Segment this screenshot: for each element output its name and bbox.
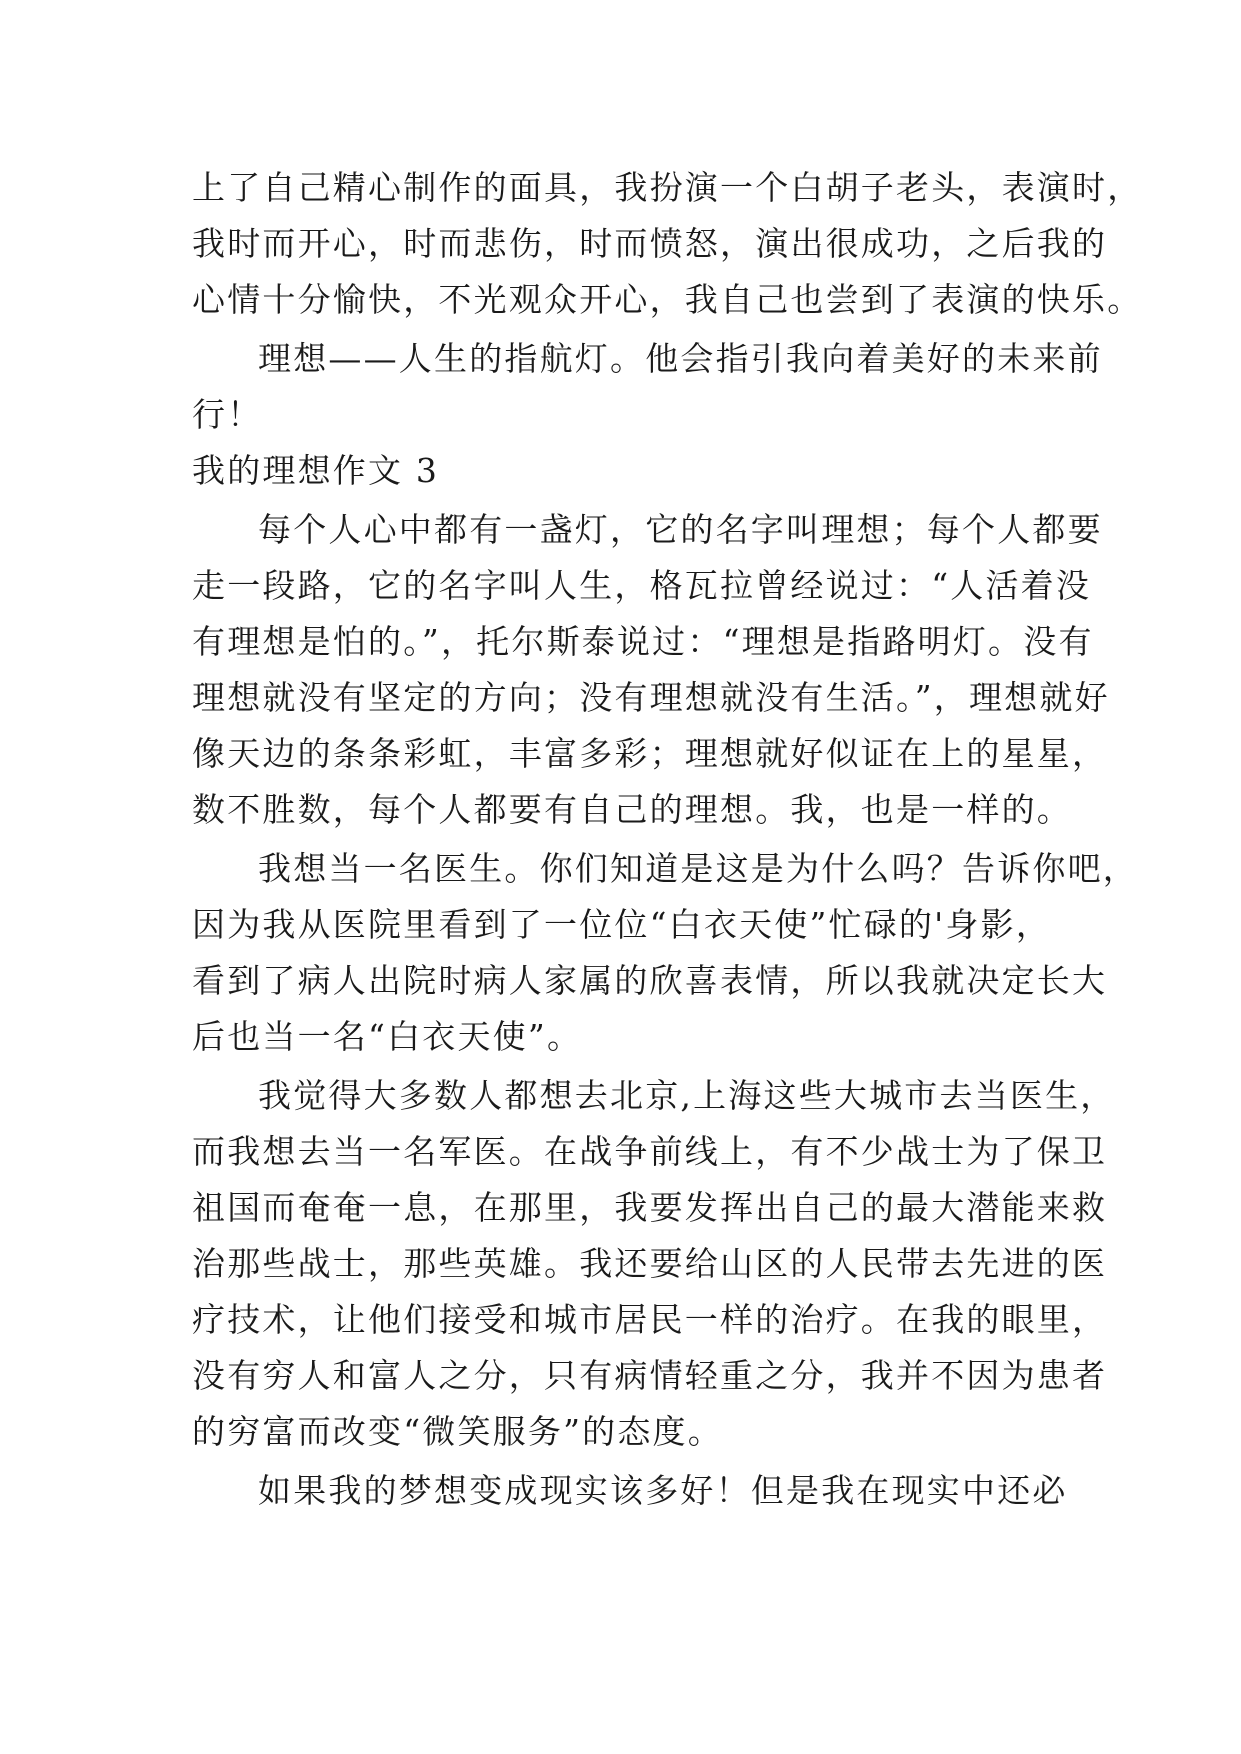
paragraph-start-line: 我想当一名医生。你们知道是这是为什么吗？告诉你吧， [258, 849, 1138, 888]
text-line: 行！ [192, 395, 263, 434]
text-line: 祖国而奄奄一息，在那里，我要发挥出自己的最大潜能来救 [192, 1188, 1108, 1227]
text-line: 的穷富而改变“微笑服务”的态度。 [192, 1412, 723, 1451]
text-line: 治那些战士，那些英雄。我还要给山区的人民带去先进的医 [192, 1244, 1108, 1283]
text-line: 有理想是怕的。”，托尔斯泰说过：“理想是指路明灯。没有 [192, 622, 1094, 661]
paragraph-start-line: 如果我的梦想变成现实该多好！但是我在现实中还必 [258, 1471, 1068, 1510]
paragraph-start-line: 理想——人生的指航灯。他会指引我向着美好的未来前 [258, 339, 1103, 378]
text-line: 后也当一名“白衣天使”。 [192, 1017, 583, 1056]
text-line: 上了自己精心制作的面具，我扮演一个白胡子老头，表演时， [192, 168, 1143, 207]
text-line: 走一段路，它的名字叫人生，格瓦拉曾经说过：“人活着没 [192, 566, 1092, 605]
text-line: 没有穷人和富人之分，只有病情轻重之分，我并不因为患者 [192, 1356, 1108, 1395]
text-line: 像天边的条条彩虹，丰富多彩；理想就好似证在上的星星， [192, 734, 1108, 773]
section-heading: 我的理想作文 3 [192, 451, 440, 490]
text-line: 我时而开心，时而悲伤，时而愤怒，演出很成功，之后我的 [192, 224, 1108, 263]
text-line: 看到了病人出院时病人家属的欣喜表情，所以我就决定长大 [192, 961, 1108, 1000]
text-line: 而我想去当一名军医。在战争前线上，有不少战士为了保卫 [192, 1132, 1108, 1171]
text-line: 理想就没有坚定的方向；没有理想就没有生活。”，理想就好 [192, 678, 1110, 717]
paragraph-start-line: 每个人心中都有一盏灯，它的名字叫理想；每个人都要 [258, 510, 1103, 549]
text-line: 因为我从医院里看到了一位位“白衣天使”忙碌的'身影， [192, 905, 1052, 944]
text-line: 疗技术，让他们接受和城市居民一样的治疗。在我的眼里， [192, 1300, 1108, 1339]
text-line: 数不胜数，每个人都要有自己的理想。我，也是一样的。 [192, 790, 1072, 829]
paragraph-start-line: 我觉得大多数人都想去北京,上海这些大城市去当医生， [258, 1076, 1116, 1115]
text-line: 心情十分愉快，不光观众开心，我自己也尝到了表演的快乐。 [192, 280, 1143, 319]
